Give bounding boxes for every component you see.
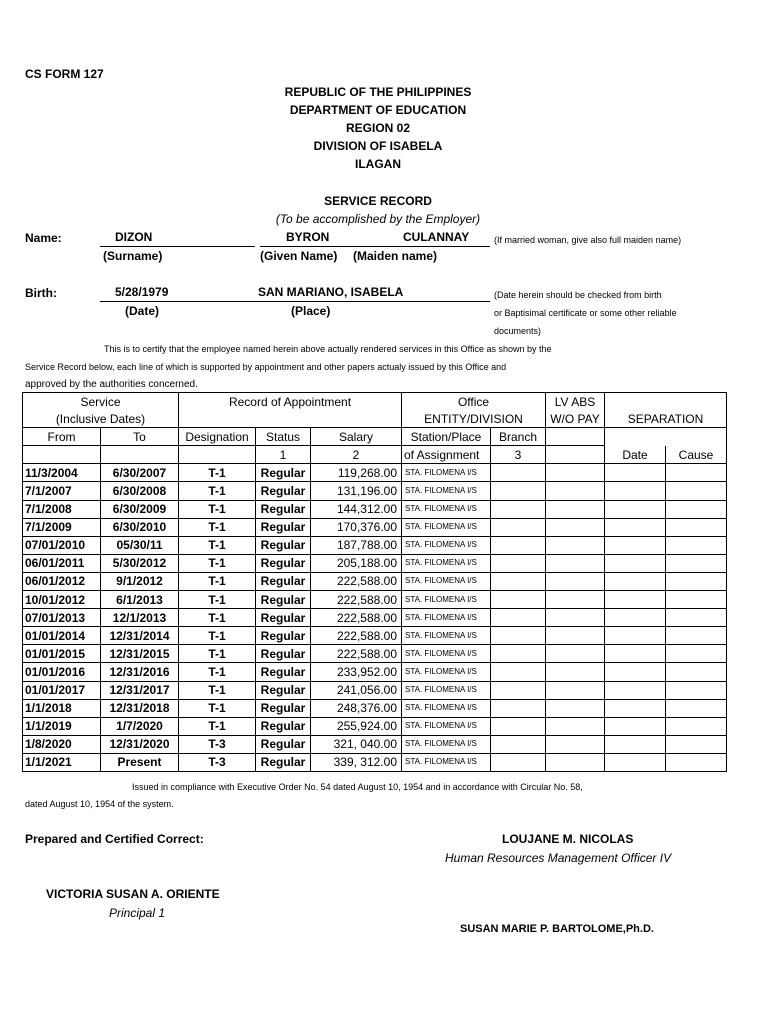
designation-cell: T-1 <box>179 536 256 554</box>
to-date-cell: 9/1/2012 <box>101 572 179 590</box>
header-row-4 <box>23 446 727 464</box>
from-date-cell: 01/01/2017 <box>23 681 101 699</box>
header-division: DIVISION OF ISABELA <box>313 139 443 153</box>
separation-date-cell <box>605 627 666 645</box>
salary-cell: 222,588.00 <box>311 609 402 627</box>
separation-date-cell <box>605 500 666 518</box>
branch-cell <box>491 645 546 663</box>
designation-cell: T-1 <box>179 572 256 590</box>
table-row <box>23 536 727 554</box>
salary-cell: 321, 040.00 <box>311 735 402 753</box>
table-row <box>23 645 727 663</box>
table-row <box>23 753 727 771</box>
header-row-2 <box>23 410 727 428</box>
separation-cause-cell <box>666 482 727 500</box>
document-title: SERVICE RECORD <box>324 194 432 208</box>
table-row <box>23 627 727 645</box>
designation-cell: T-3 <box>179 753 256 771</box>
salary-cell: 144,312.00 <box>311 500 402 518</box>
lv-abs-cell <box>546 699 605 717</box>
to-date-cell: 12/31/2017 <box>101 681 179 699</box>
status-header: Status <box>256 428 311 446</box>
lv-abs-cell <box>546 717 605 735</box>
from-date-cell: 7/1/2007 <box>23 482 101 500</box>
status-cell: Regular <box>256 482 311 500</box>
third-signatory-name: SUSAN MARIE P. BARTOLOME,Ph.D. <box>460 923 654 935</box>
status-cell: Regular <box>256 645 311 663</box>
office-header: Office <box>402 393 546 411</box>
to-date-cell: 6/30/2007 <box>101 464 179 482</box>
header-department: DEPARTMENT OF EDUCATION <box>289 103 467 117</box>
given-name-caption: (Given Name) <box>260 249 338 263</box>
from-date-cell: 1/8/2020 <box>23 735 101 753</box>
from-header: From <box>23 428 101 446</box>
to-header: To <box>101 428 179 446</box>
separation-cause-cell <box>666 536 727 554</box>
from-date-cell: 1/1/2021 <box>23 753 101 771</box>
separation-date-cell <box>605 735 666 753</box>
to-date-cell: 1/7/2020 <box>101 717 179 735</box>
designation-cell: T-1 <box>179 645 256 663</box>
lv-abs-cell <box>546 681 605 699</box>
from-date-cell: 07/01/2010 <box>23 536 101 554</box>
designation-cell: T-1 <box>179 681 256 699</box>
separation-cause-cell <box>666 753 727 771</box>
from-date-cell: 1/1/2019 <box>23 717 101 735</box>
lv-abs-cell <box>546 663 605 681</box>
salary-cell: 119,268.00 <box>311 464 402 482</box>
branch-header: Branch <box>491 428 546 446</box>
to-date-cell: 12/31/2015 <box>101 645 179 663</box>
station-cell: STA. FILOMENA I/S <box>402 500 491 518</box>
salary-cell: 222,588.00 <box>311 645 402 663</box>
maiden-name-caption: (Maiden name) <box>353 249 438 263</box>
table-row <box>23 663 727 681</box>
certify-line-1: This is to certify that the employee named herein above actually rendered services in this Office as shown by the <box>104 344 552 354</box>
branch-cell <box>491 591 546 609</box>
branch-cell <box>491 753 546 771</box>
document-subtitle: (To be accomplished by the Employer) <box>275 212 481 226</box>
status-cell: Regular <box>256 627 311 645</box>
compliance-line-1: Issued in compliance with Executive Order No. 54 dated August 10, 1954 and in accordance with Circular No. 58, <box>132 782 583 792</box>
principal-title: Principal 1 <box>109 906 166 920</box>
surname-value: DIZON <box>115 230 153 244</box>
maiden-name-value: CULANNAY <box>403 230 470 244</box>
station-cell: STA. FILOMENA I/S <box>402 699 491 717</box>
from-date-cell: 7/1/2009 <box>23 518 101 536</box>
branch-cell <box>491 536 546 554</box>
station-cell: STA. FILOMENA I/S <box>402 572 491 590</box>
salary-cell: 241,056.00 <box>311 681 402 699</box>
lv-abs-cell <box>546 464 605 482</box>
designation-cell: T-3 <box>179 735 256 753</box>
table-row <box>23 609 727 627</box>
lv-abs-cell <box>546 554 605 572</box>
to-date-cell: 12/1/2013 <box>101 609 179 627</box>
branch-cell <box>491 572 546 590</box>
branch-cell <box>491 518 546 536</box>
table-row <box>23 735 727 753</box>
status-cell: Regular <box>256 663 311 681</box>
lv-abs-header: LV ABS <box>546 393 605 411</box>
lv-number-cell <box>546 446 605 464</box>
prepared-certified-label: Prepared and Certified Correct: <box>25 832 204 846</box>
service-record-table <box>22 392 727 772</box>
salary-header: Salary <box>311 428 402 446</box>
name-note: (If married woman, give also full maiden name) <box>494 235 682 245</box>
status-cell: Regular <box>256 536 311 554</box>
separation-date-cell <box>605 464 666 482</box>
lv-abs-cell <box>546 500 605 518</box>
table-row <box>23 482 727 500</box>
separation-cause-cell <box>666 518 727 536</box>
separation-date-cell <box>605 717 666 735</box>
to-date-cell: 5/30/2012 <box>101 554 179 572</box>
status-cell: Regular <box>256 554 311 572</box>
lv-blank-cell <box>546 428 605 446</box>
designation-cell: T-1 <box>179 482 256 500</box>
branch-cell <box>491 735 546 753</box>
separation-date-cell <box>605 591 666 609</box>
column-number-3: 3 <box>491 446 546 464</box>
lv-abs-cell <box>546 627 605 645</box>
separation-cause-cell <box>666 681 727 699</box>
from-date-cell: 01/01/2014 <box>23 627 101 645</box>
record-blank-cell <box>179 410 402 428</box>
separation-cause-cell <box>666 464 727 482</box>
separation-cause-cell <box>666 717 727 735</box>
station-cell: STA. FILOMENA I/S <box>402 663 491 681</box>
to-date-cell: 6/30/2009 <box>101 500 179 518</box>
table-row <box>23 518 727 536</box>
station-cell: STA. FILOMENA I/S <box>402 536 491 554</box>
from-date-cell: 07/01/2013 <box>23 609 101 627</box>
separation-date-cell <box>605 536 666 554</box>
separation-cause-cell <box>666 591 727 609</box>
separation-date-cell <box>605 572 666 590</box>
status-cell: Regular <box>256 717 311 735</box>
station-cell: STA. FILOMENA I/S <box>402 717 491 735</box>
lv-abs-cell <box>546 753 605 771</box>
table-row <box>23 717 727 735</box>
birth-label: Birth: <box>25 286 57 300</box>
given-maiden-underline <box>260 246 490 247</box>
salary-cell: 339, 312.00 <box>311 753 402 771</box>
salary-cell: 205,188.00 <box>311 554 402 572</box>
status-cell: Regular <box>256 753 311 771</box>
designation-cell: T-1 <box>179 518 256 536</box>
station-cell: STA. FILOMENA I/S <box>402 591 491 609</box>
to-date-cell: 6/30/2008 <box>101 482 179 500</box>
table-row <box>23 554 727 572</box>
designation-header: Designation <box>179 428 256 446</box>
header-republic: REPUBLIC OF THE PHILIPPINES <box>284 85 472 99</box>
lv-abs-cell <box>546 645 605 663</box>
station-cell: STA. FILOMENA I/S <box>402 518 491 536</box>
salary-cell: 187,788.00 <box>311 536 402 554</box>
from-date-cell: 10/01/2012 <box>23 591 101 609</box>
given-name-value: BYRON <box>286 230 330 244</box>
inclusive-dates-header: (Inclusive Dates) <box>23 410 179 428</box>
name-label: Name: <box>25 231 62 245</box>
to-date-cell: 6/30/2010 <box>101 518 179 536</box>
branch-cell <box>491 500 546 518</box>
separation-date-cell <box>605 609 666 627</box>
from-date-cell: 06/01/2012 <box>23 572 101 590</box>
salary-cell: 131,196.00 <box>311 482 402 500</box>
column-number-1: 1 <box>256 446 311 464</box>
designation-cell: T-1 <box>179 627 256 645</box>
branch-cell <box>491 554 546 572</box>
from-date-cell: 01/01/2016 <box>23 663 101 681</box>
form-code: CS FORM 127 <box>25 67 104 81</box>
table-row <box>23 699 727 717</box>
entity-division-header: ENTITY/DIVISION <box>402 410 546 428</box>
branch-cell <box>491 681 546 699</box>
service-header: Service <box>23 393 179 411</box>
station-cell: STA. FILOMENA I/S <box>402 681 491 699</box>
designation-cell: T-1 <box>179 717 256 735</box>
designation-number-cell <box>179 446 256 464</box>
to-date-cell: 6/1/2013 <box>101 591 179 609</box>
separation-cause-cell <box>666 554 727 572</box>
separation-date-cell <box>605 554 666 572</box>
from-date-cell: 1/1/2018 <box>23 699 101 717</box>
table-row <box>23 681 727 699</box>
separation-blank-cell <box>605 428 727 446</box>
table-row <box>23 572 727 590</box>
compliance-line-2: dated August 10, 1954 of the system. <box>25 799 174 809</box>
birth-date-caption: (Date) <box>125 304 160 318</box>
status-cell: Regular <box>256 572 311 590</box>
separation-date-cell <box>605 645 666 663</box>
station-cell: STA. FILOMENA I/S <box>402 753 491 771</box>
from-date-cell: 01/01/2015 <box>23 645 101 663</box>
from-date-cell: 11/3/2004 <box>23 464 101 482</box>
designation-cell: T-1 <box>179 591 256 609</box>
branch-cell <box>491 717 546 735</box>
branch-cell <box>491 627 546 645</box>
to-date-cell: 12/31/2014 <box>101 627 179 645</box>
header-city: ILAGAN <box>355 157 401 171</box>
station-cell: STA. FILOMENA I/S <box>402 464 491 482</box>
designation-cell: T-1 <box>179 663 256 681</box>
separation-header: SEPARATION <box>605 410 727 428</box>
status-cell: Regular <box>256 681 311 699</box>
separation-top-cell <box>605 393 727 411</box>
branch-cell <box>491 609 546 627</box>
separation-cause-cell <box>666 627 727 645</box>
lv-abs-cell <box>546 591 605 609</box>
salary-cell: 255,924.00 <box>311 717 402 735</box>
header-row-1 <box>23 393 727 411</box>
separation-date-cell <box>605 482 666 500</box>
status-cell: Regular <box>256 591 311 609</box>
from-date-cell: 06/01/2011 <box>23 554 101 572</box>
station-place-header: Station/Place <box>402 428 491 446</box>
station-cell: STA. FILOMENA I/S <box>402 627 491 645</box>
surname-underline <box>100 246 255 247</box>
to-date-cell: 12/31/2016 <box>101 663 179 681</box>
certify-line-2: Service Record below, each line of which is supported by appointment and other papers actualy issued by this Office and <box>25 362 507 372</box>
birth-note-3: documents) <box>494 326 542 336</box>
station-cell: STA. FILOMENA I/S <box>402 645 491 663</box>
separation-cause-cell <box>666 699 727 717</box>
status-cell: Regular <box>256 518 311 536</box>
birth-note-1: (Date herein should be checked from birth <box>494 290 662 300</box>
table-row <box>23 591 727 609</box>
salary-cell: 222,588.00 <box>311 627 402 645</box>
designation-cell: T-1 <box>179 609 256 627</box>
birth-date-value: 5/28/1979 <box>115 285 169 299</box>
birth-place-caption: (Place) <box>291 304 331 318</box>
column-number-2: 2 <box>311 446 402 464</box>
separation-cause-cell <box>666 735 727 753</box>
branch-cell <box>491 464 546 482</box>
status-cell: Regular <box>256 500 311 518</box>
status-cell: Regular <box>256 464 311 482</box>
station-cell: STA. FILOMENA I/S <box>402 609 491 627</box>
of-assignment-header: of Assignment <box>402 446 491 464</box>
separation-date-cell <box>605 699 666 717</box>
to-date-cell: 12/31/2018 <box>101 699 179 717</box>
birth-underline <box>100 301 490 302</box>
record-of-appointment-header: Record of Appointment <box>179 393 402 411</box>
lv-abs-cell <box>546 735 605 753</box>
lv-abs-cell <box>546 536 605 554</box>
separation-cause-cell <box>666 572 727 590</box>
status-cell: Regular <box>256 609 311 627</box>
separation-date-header: Date <box>605 446 666 464</box>
header-region: REGION 02 <box>345 121 411 135</box>
branch-cell <box>491 663 546 681</box>
separation-date-cell <box>605 753 666 771</box>
separation-cause-cell <box>666 663 727 681</box>
lv-abs-cell <box>546 609 605 627</box>
designation-cell: T-1 <box>179 464 256 482</box>
designation-cell: T-1 <box>179 554 256 572</box>
salary-cell: 233,952.00 <box>311 663 402 681</box>
separation-cause-header: Cause <box>666 446 727 464</box>
header-row-3 <box>23 428 727 446</box>
separation-date-cell <box>605 681 666 699</box>
certify-line-3: approved by the authorities concerned. <box>25 379 198 390</box>
salary-cell: 222,588.00 <box>311 572 402 590</box>
separation-date-cell <box>605 518 666 536</box>
from-date-cell: 7/1/2008 <box>23 500 101 518</box>
status-cell: Regular <box>256 735 311 753</box>
to-number-cell <box>101 446 179 464</box>
separation-date-cell <box>605 663 666 681</box>
birth-place-value: SAN MARIANO, ISABELA <box>258 285 404 299</box>
designation-cell: T-1 <box>179 500 256 518</box>
separation-cause-cell <box>666 645 727 663</box>
salary-cell: 248,376.00 <box>311 699 402 717</box>
separation-cause-cell <box>666 609 727 627</box>
status-cell: Regular <box>256 699 311 717</box>
lv-abs-cell <box>546 572 605 590</box>
salary-cell: 170,376.00 <box>311 518 402 536</box>
separation-cause-cell <box>666 500 727 518</box>
surname-caption: (Surname) <box>103 249 163 263</box>
service-rows <box>23 464 727 772</box>
hr-officer-title: Human Resources Management Officer IV <box>445 851 672 865</box>
to-date-cell: 05/30/11 <box>101 536 179 554</box>
principal-name: VICTORIA SUSAN A. ORIENTE <box>46 887 220 901</box>
designation-cell: T-1 <box>179 699 256 717</box>
station-cell: STA. FILOMENA I/S <box>402 482 491 500</box>
lv-abs-cell <box>546 482 605 500</box>
station-cell: STA. FILOMENA I/S <box>402 554 491 572</box>
hr-officer-name: LOUJANE M. NICOLAS <box>502 832 634 846</box>
salary-cell: 222,588.00 <box>311 591 402 609</box>
lv-abs-cell <box>546 518 605 536</box>
station-cell: STA. FILOMENA I/S <box>402 735 491 753</box>
table-row <box>23 500 727 518</box>
to-date-cell: 12/31/2020 <box>101 735 179 753</box>
from-number-cell <box>23 446 101 464</box>
birth-note-2: or Baptisimal certificate or some other reliable <box>494 308 677 318</box>
to-date-cell: Present <box>101 753 179 771</box>
table-row <box>23 464 727 482</box>
wo-pay-header: W/O PAY <box>546 410 605 428</box>
branch-cell <box>491 482 546 500</box>
branch-cell <box>491 699 546 717</box>
